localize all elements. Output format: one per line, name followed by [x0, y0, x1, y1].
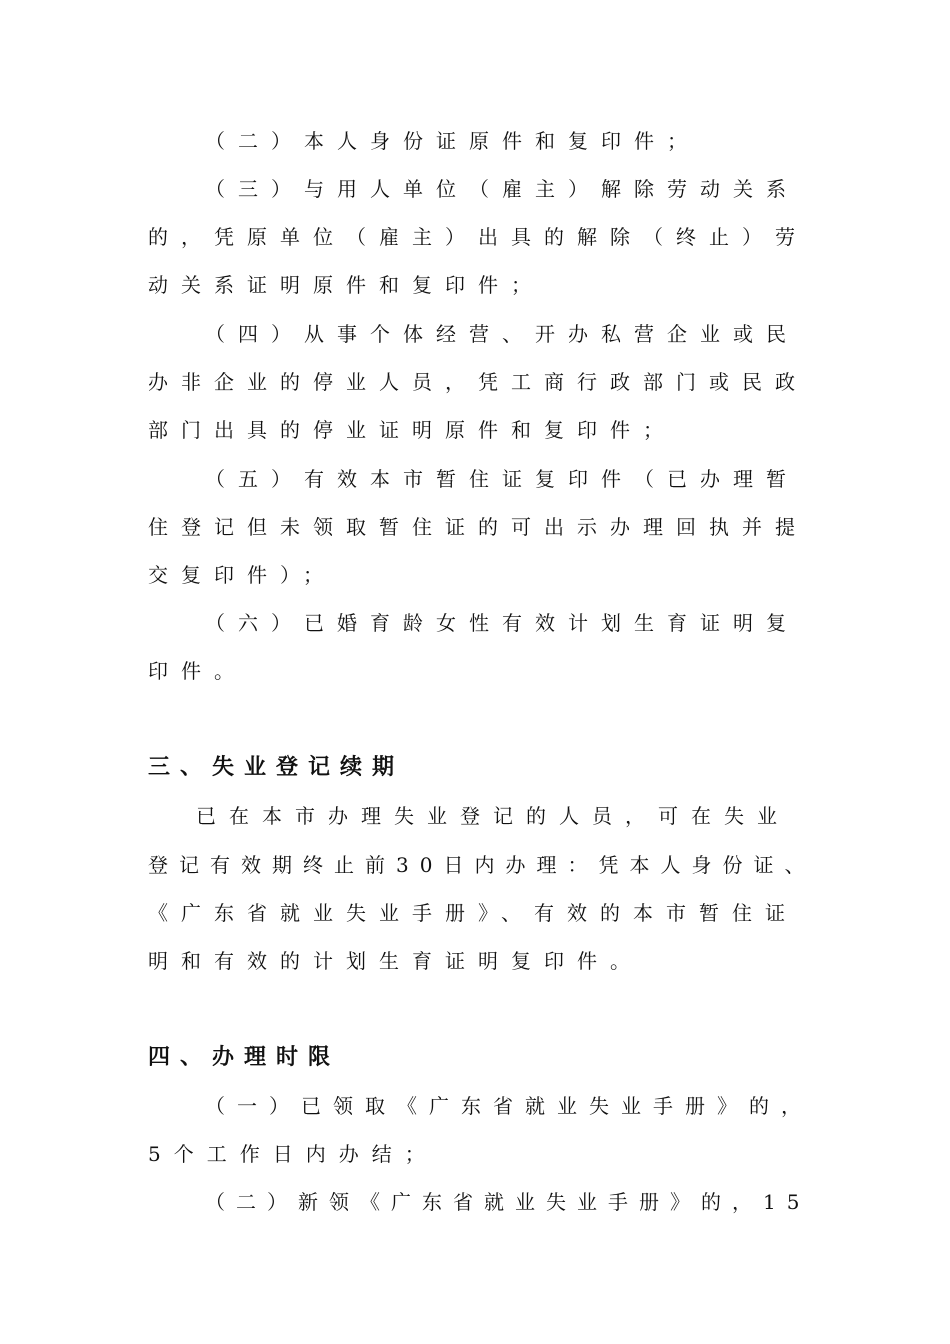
section-3-line-2: 登记有效期终止前30日内办理：凭本人身份证、 — [148, 853, 816, 877]
section-3-line-3: 《广东省就业失业手册》、有效的本市暂住证 — [148, 901, 798, 925]
item-3-line-3: 动关系证明原件和复印件； — [148, 273, 544, 297]
item-5-line-2: 住登记但未领取暂住证的可出示办理回执并提 — [148, 515, 808, 539]
section-3-heading: 三、失业登记续期 — [148, 755, 405, 780]
item-5-line-1: （五）有效本市暂住证复印件（已办理暂 — [205, 467, 799, 491]
item-3-line-2: 的，凭原单位（雇主）出具的解除（终止）劳 — [148, 225, 808, 249]
section-4-item-1-line-2: 5个工作日内办结； — [148, 1142, 438, 1166]
item-4-line-2: 办非企业的停业人员，凭工商行政部门或民政 — [148, 370, 808, 394]
section-4-item-1-line-1: （一）已领取《广东省就业失业手册》的， — [205, 1094, 813, 1118]
item-5-line-3: 交复印件）； — [148, 563, 336, 587]
section-3-line-4: 明和有效的计划生育证明复印件。 — [148, 949, 643, 973]
item-3-line-1: （三）与用人单位（雇主）解除劳动关系 — [205, 177, 799, 201]
item-2-text: （二）本人身份证原件和复印件； — [205, 129, 700, 153]
item-6-line-2: 印件。 — [148, 659, 247, 683]
section-3-line-1: 已在本市办理失业登记的人员，可在失业 — [196, 804, 790, 828]
item-4-line-3: 部门出具的停业证明原件和复印件； — [148, 418, 676, 442]
item-4-line-1: （四）从事个体经营、开办私营企业或民 — [205, 322, 799, 346]
item-6-line-1: （六）已婚育龄女性有效计划生育证明复 — [205, 611, 799, 635]
section-4-item-2-line-1: （二）新领《广东省就业失业手册》的，15 — [205, 1190, 811, 1214]
section-4-heading: 四、办理时限 — [148, 1045, 341, 1070]
